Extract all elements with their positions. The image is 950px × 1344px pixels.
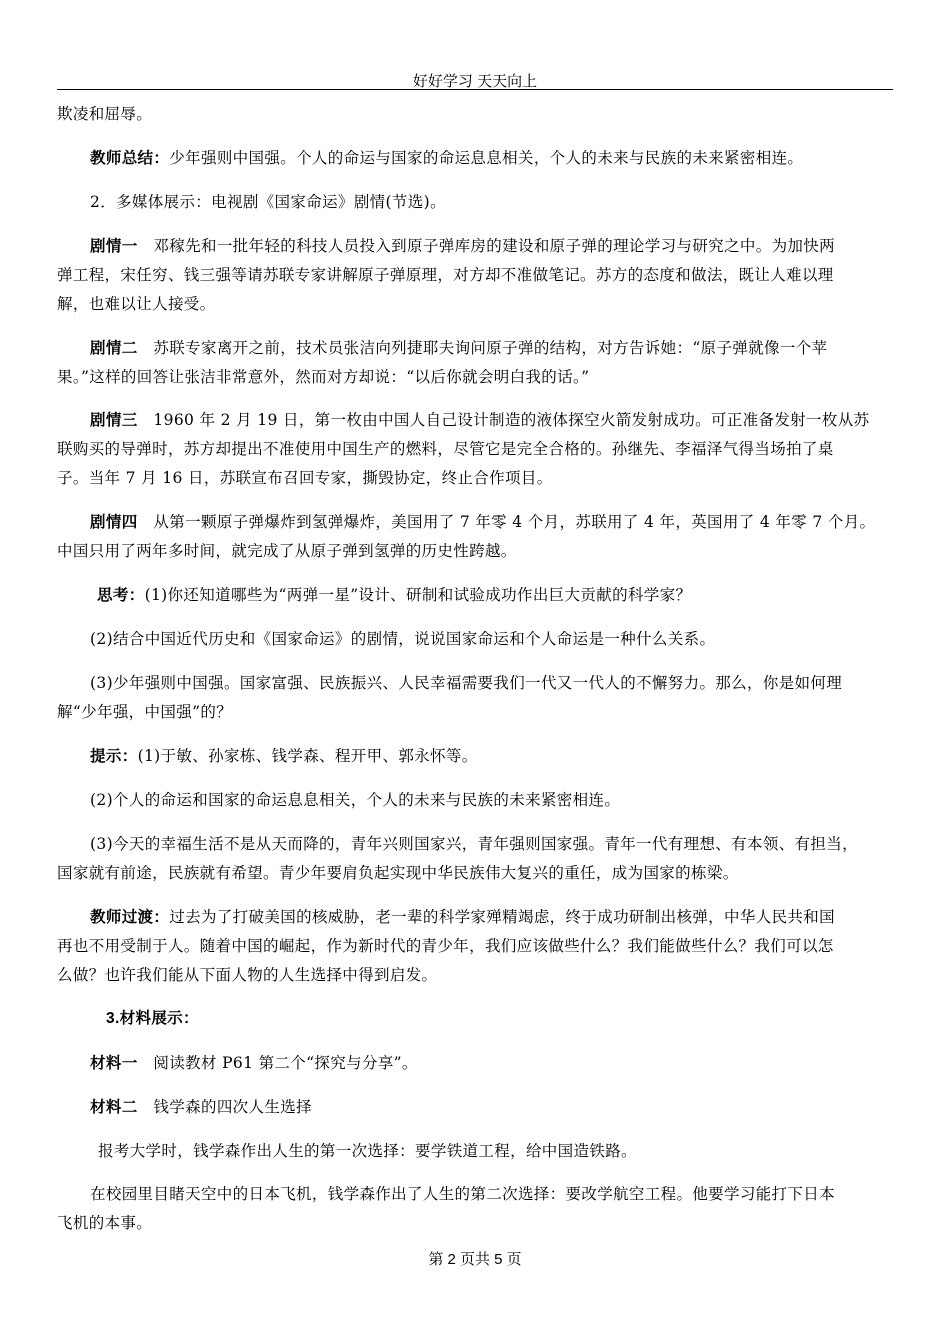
label-think: 思考：: [97, 587, 145, 604]
paragraph-line: [90, 338, 926, 359]
paragraph-line: 2．多媒体展示：电视剧《国家命运》剧情(节选)。: [90, 193, 446, 211]
paragraph-line: (3)少年强则中国强。国家富强、民族振兴、人民幸福需要我们一代又一代人的不懈努力。那么，你是如何理: [90, 674, 843, 692]
paragraph-line: 中国只用了两年多时间，就完成了从原子弹到氢弹的历史性跨越。: [57, 542, 517, 560]
paragraph-text: (1)于敏、孙家栋、钱学森、程开甲、郭永怀等。: [137, 747, 478, 765]
label-material-2: 材料二: [90, 1099, 138, 1116]
paragraph-line: 么做？也许我们能从下面人物的人生选择中得到启发。: [57, 966, 438, 984]
label-hint: 提示：: [90, 748, 138, 765]
page-footer: 第 2 页共 5 页: [428, 1251, 522, 1268]
paragraph-line: [97, 585, 933, 606]
paragraph-line: [90, 410, 926, 431]
paragraph-line: [90, 1097, 926, 1118]
label-plot-4: 剧情四: [90, 514, 138, 531]
paragraph-line: 弹工程，宋任穷、钱三强等请苏联专家讲解原子弹原理，对方却不准做笔记。苏方的态度和做法，既让人难以理: [57, 266, 834, 284]
label-plot-1: 剧情一: [90, 238, 138, 255]
label-plot-3: 剧情三: [90, 412, 138, 429]
paragraph-text: 过去为了打破美国的核威胁，老一辈的科学家殚精竭虑，终于成功研制出核弹，中华人民共和国: [169, 908, 835, 926]
paragraph-text: 阅读教材 P61 第二个“探究与分享”。: [137, 1054, 418, 1072]
label-teacher-transition: 教师过渡：: [90, 909, 170, 926]
paragraph-line: (3)今天的幸福生活不是从天而降的，青年兴则国家兴，青年强则国家强。青年一代有理想、有本领、有担当，: [90, 835, 858, 853]
paragraph-line: 欺凌和屈辱。: [57, 105, 153, 123]
paragraph-text: 邓稼先和一批年轻的科技人员投入到原子弹库房的建设和原子弹的理论学习与研究之中。为加快两: [137, 237, 835, 255]
paragraph-line: 解“少年强，中国强”的？: [57, 703, 233, 721]
label-material-1: 材料一: [90, 1055, 138, 1072]
paragraph-line: [90, 1053, 926, 1074]
paragraph-line: [90, 148, 926, 169]
section-heading: 3.材料展示：: [106, 1010, 199, 1027]
paragraph-text: 少年强则中国强。个人的命运与国家的命运息息相关，个人的未来与民族的未来紧密相连。: [169, 149, 804, 167]
paragraph-line: 子。当年 7 月 16 日，苏联宣布召回专家，撕毁协定，终止合作项目。: [57, 469, 553, 487]
paragraph-line: [90, 746, 926, 767]
paragraph-line: 国家就有前途，民族就有希望。青少年要肩负起实现中华民族伟大复兴的重任，成为国家的栋梁。: [57, 864, 739, 882]
paragraph-line: 报考大学时，钱学森作出人生的第一次选择：要学铁道工程，给中国造铁路。: [98, 1142, 637, 1160]
label-teacher-summary: 教师总结：: [90, 150, 170, 167]
paragraph-text: (1)你还知道哪些为“两弹一星”设计、研制和试验成功作出巨大贡献的科学家？: [144, 586, 692, 604]
paragraph-line: 飞机的本事。: [57, 1214, 153, 1232]
paragraph-line: 果。”这样的回答让张洁非常意外，然而对方却说：“以后你就会明白我的话。”: [57, 368, 590, 386]
paragraph-line: 联购买的导弹时，苏方却提出不准使用中国生产的燃料，尽管它是完全合格的。孙继先、李福泽气得当场拍了桌: [57, 440, 834, 458]
page-header: 好好学习 天天向上: [412, 73, 538, 90]
paragraph-line: 解，也难以让人接受。: [57, 295, 216, 313]
paragraph-line: (2)结合中国近代历史和《国家命运》的剧情，说说国家命运和个人命运是一种什么关系。: [90, 630, 716, 648]
header-divider: [57, 89, 893, 90]
paragraph-line: [90, 907, 926, 928]
paragraph-line: 再也不用受制于人。随着中国的崛起，作为新时代的青少年，我们应该做些什么？我们能做些什么？我们可以怎: [57, 937, 834, 955]
paragraph-line: (2)个人的命运和国家的命运息息相关，个人的未来与民族的未来紧密相连。: [90, 791, 621, 809]
paragraph-text: 1960 年 2 月 19 日，第一枚由中国人自己设计制造的液体探空火箭发射成功。可正准备发射一枚从苏: [137, 411, 870, 429]
label-plot-2: 剧情二: [90, 340, 138, 357]
paragraph-text: 从第一颗原子弹爆炸到氢弹爆炸，美国用了 7 年零 4 个月，苏联用了 4 年，英国用了 4 年零 7 个月。: [137, 513, 876, 531]
paragraph-line: 在校园里目睹天空中的日本飞机，钱学森作出了人生的第二次选择：要改学航空工程。他要学习能打下日本: [90, 1185, 835, 1203]
paragraph-line: [90, 236, 926, 257]
paragraph-line: [90, 512, 926, 533]
paragraph-text: 钱学森的四次人生选择: [137, 1098, 312, 1116]
paragraph-text: 苏联专家离开之前，技术员张洁向列捷耶夫询问原子弹的结构，对方告诉她：“原子弹就像一个苹: [137, 339, 828, 357]
